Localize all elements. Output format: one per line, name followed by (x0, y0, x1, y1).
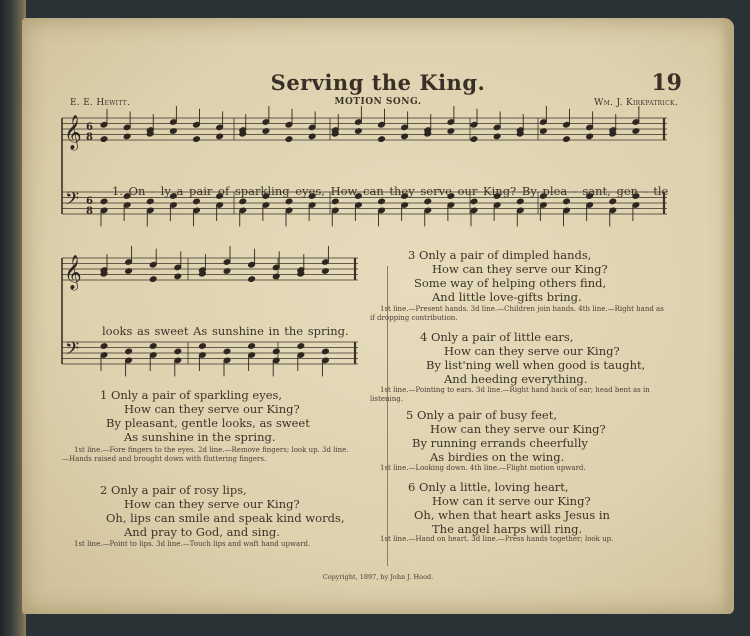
verse-2 (100, 483, 345, 539)
lyricist-credit: E. E. Hewitt. (70, 98, 131, 108)
time-sig-bottom: 8 (86, 206, 93, 217)
bass-clef: 𝄢 (65, 339, 80, 364)
time-sig-bottom: 8 (86, 132, 93, 143)
verse-line: 6 Only a little, loving heart, (408, 480, 569, 494)
verse-3-directions: 1st line.—Present hands. 3d line.—Children join hands. 4th line.—Right hand as if dropping contribution. (370, 305, 664, 322)
verse-1 (100, 388, 310, 444)
note-head (470, 136, 478, 143)
verse-line: As birdies on the wing. (430, 450, 565, 464)
note-head (199, 343, 207, 350)
note-head (146, 198, 154, 205)
note-head (149, 343, 157, 350)
time-sig-top: 6 (86, 122, 93, 133)
note-head (100, 343, 108, 350)
time-sig-top: 6 (86, 196, 93, 207)
verse-line: 4 Only a pair of little ears, (420, 330, 574, 344)
note-head (563, 136, 571, 143)
verse-5 (406, 408, 606, 464)
verse-line: Some way of helping others find, (414, 276, 607, 290)
verse-line: And heeding everything. (444, 372, 588, 386)
note-head (248, 276, 256, 283)
verse-line: How can they serve our King? (432, 262, 608, 276)
verse-3 (408, 248, 608, 304)
verse-line: 3 Only a pair of dimpled hands, (408, 248, 592, 262)
verse-line: 2 Only a pair of rosy lips, (100, 483, 247, 497)
verse-4 (420, 330, 645, 386)
note-head (193, 198, 201, 205)
note-head (516, 198, 524, 205)
note-head (297, 343, 305, 350)
verse-line: How can they serve our King? (124, 402, 300, 416)
verse-1-directions: 1st line.—Fore fingers to the eyes. 2d line.—Remove fingers; look up. 3d line.—Hands raised and brought down with fluttering fingers. (62, 446, 349, 463)
note-head (322, 348, 330, 355)
verse-4-directions: 1st line.—Pointing to ears. 3d line.—Right hand back of ear; head bent as in listening. (370, 386, 650, 403)
composer-credit: Wm. J. Kirkpatrick. (594, 98, 678, 108)
note-head (248, 343, 256, 350)
verse-line: The angel harps will ring. (432, 522, 583, 536)
verse-5-directions: 1st line.—Looking down. 4th line.—Flight motion upward. (380, 464, 586, 472)
treble-clef: 𝄞 (64, 115, 82, 150)
verse-line: How can it serve our King? (432, 494, 591, 508)
verse-line: 1 Only a pair of sparkling eyes, (100, 388, 283, 402)
verse-line: As sunshine in the spring. (124, 430, 276, 444)
lyrics-line-2: looks as sweet As sunshine in the spring. (102, 324, 349, 338)
note-head (285, 136, 293, 143)
note-head (125, 348, 133, 355)
verse-line: How can they serve our King? (430, 422, 606, 436)
note-head (100, 136, 108, 143)
verse-line: And little love-gifts bring. (432, 290, 582, 304)
verse-line: Oh, when that heart asks Jesus in (414, 508, 610, 522)
note-head (285, 198, 293, 205)
page-title: Serving the King. (270, 70, 486, 95)
note-head (272, 348, 280, 355)
note-head (193, 136, 201, 143)
verse-6-directions: 1st line.—Hand on heart. 3d line.—Press hands together; look up. (380, 535, 614, 543)
note-head (609, 198, 617, 205)
note-head (470, 198, 478, 205)
lyrics-line-1: 1. On - ly a pair of sparkling eyes, How can they serve our King? By plea - sant, gen - tle (112, 184, 669, 198)
verse-line: 5 Only a pair of busy feet, (406, 408, 557, 422)
note-head (424, 198, 432, 205)
note-head (563, 198, 571, 205)
verse-line: By pleasant, gentle looks, as sweet (106, 416, 310, 430)
verse-line: Oh, lips can smile and speak kind words, (106, 511, 345, 525)
note-head (149, 276, 157, 283)
treble-clef: 𝄞 (64, 255, 82, 290)
verse-line: How can they serve our King? (444, 344, 620, 358)
verse-6 (408, 480, 610, 536)
note-head (223, 348, 231, 355)
verse-line: By running errands cheerfully (412, 436, 588, 450)
note-head (378, 136, 386, 143)
verse-line: By list'ning well when good is taught, (426, 358, 646, 372)
note-head (378, 198, 386, 205)
hymnal-page (22, 18, 734, 614)
note-head (239, 198, 247, 205)
note-head (100, 198, 108, 205)
verse-line: And pray to God, and sing. (124, 525, 280, 539)
copyright-notice: Copyright, 1897, by John J. Hood. (322, 573, 434, 581)
page-number: 19 (651, 70, 682, 96)
verse-2-directions: 1st line.—Point to lips. 3d line.—Touch lips and waft hand upward. (74, 540, 311, 548)
verse-line: How can they serve our King? (124, 497, 300, 511)
note-head (174, 348, 182, 355)
song-subtitle: MOTION SONG. (334, 97, 422, 107)
bass-clef: 𝄢 (65, 189, 80, 214)
note-head (331, 198, 339, 205)
